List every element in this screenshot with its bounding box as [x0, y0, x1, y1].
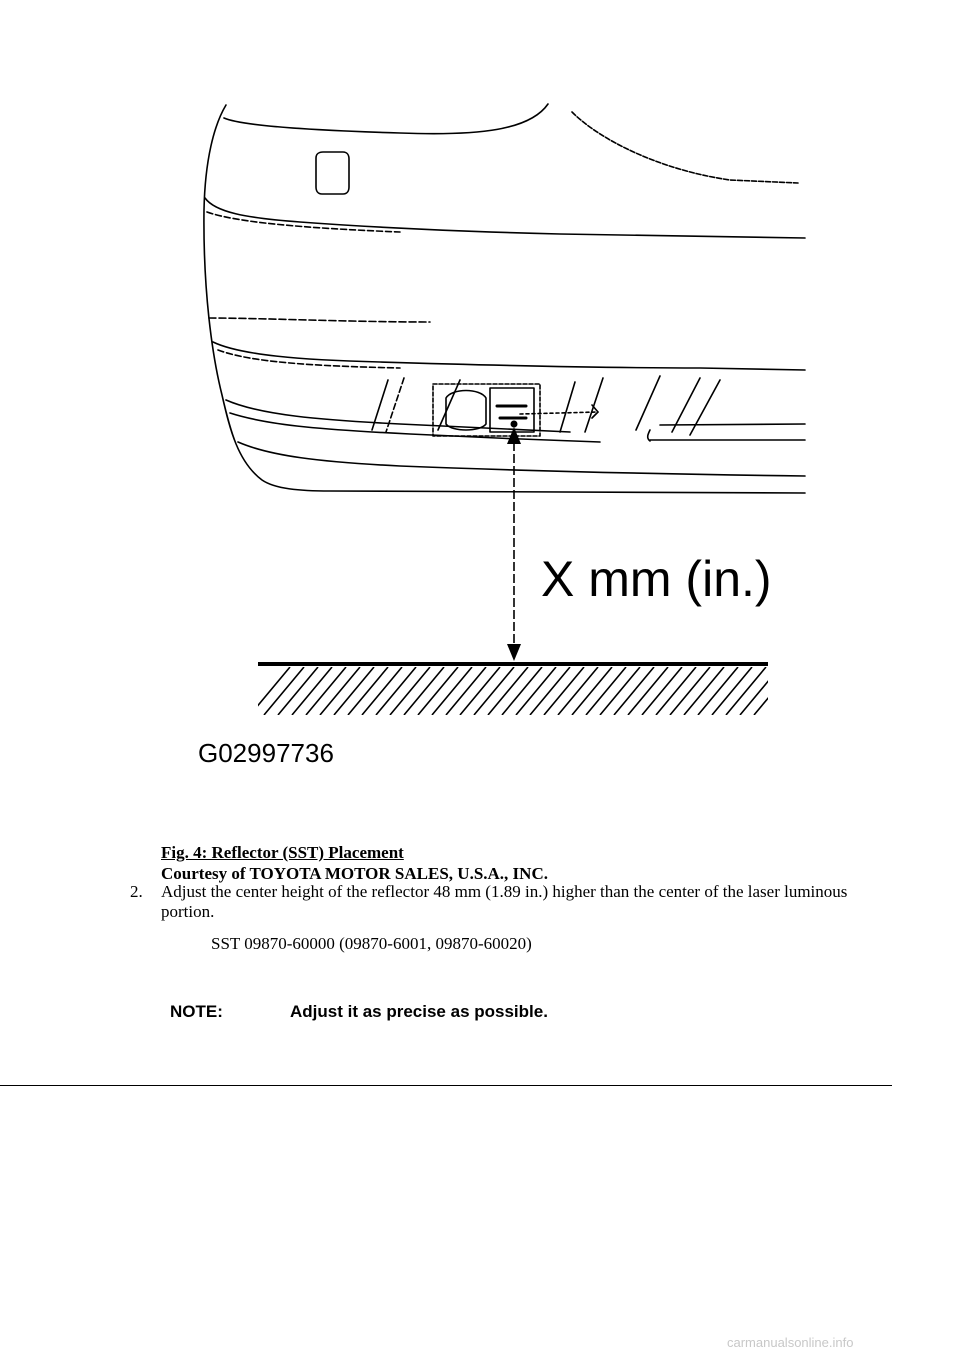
reflector-placement-figure — [195, 95, 820, 775]
sst-reference: SST 09870-60000 (09870-6001, 09870-60020) — [211, 934, 532, 953]
figure-caption — [161, 842, 861, 884]
note-text: Adjust it as precise as possible. — [290, 1002, 548, 1021]
bumper-illustration — [195, 95, 820, 775]
figure-title: Fig. 4: Reflector (SST) Placement — [161, 843, 404, 862]
note-label: NOTE: — [170, 1002, 223, 1021]
page-divider — [0, 1085, 892, 1086]
figure-code: G02997736 — [198, 738, 334, 768]
step-text: Adjust the center height of the reflector 48 mm (1.89 in.) higher than the center of the laser luminous portion. — [161, 882, 848, 921]
step-number: 2. — [130, 882, 143, 901]
figure-courtesy: Courtesy of TOYOTA MOTOR SALES, U.S.A., INC. — [161, 864, 548, 883]
dimension-label: X mm (in.) — [541, 551, 772, 607]
site-watermark: carmanualsonline.info — [727, 1335, 854, 1350]
